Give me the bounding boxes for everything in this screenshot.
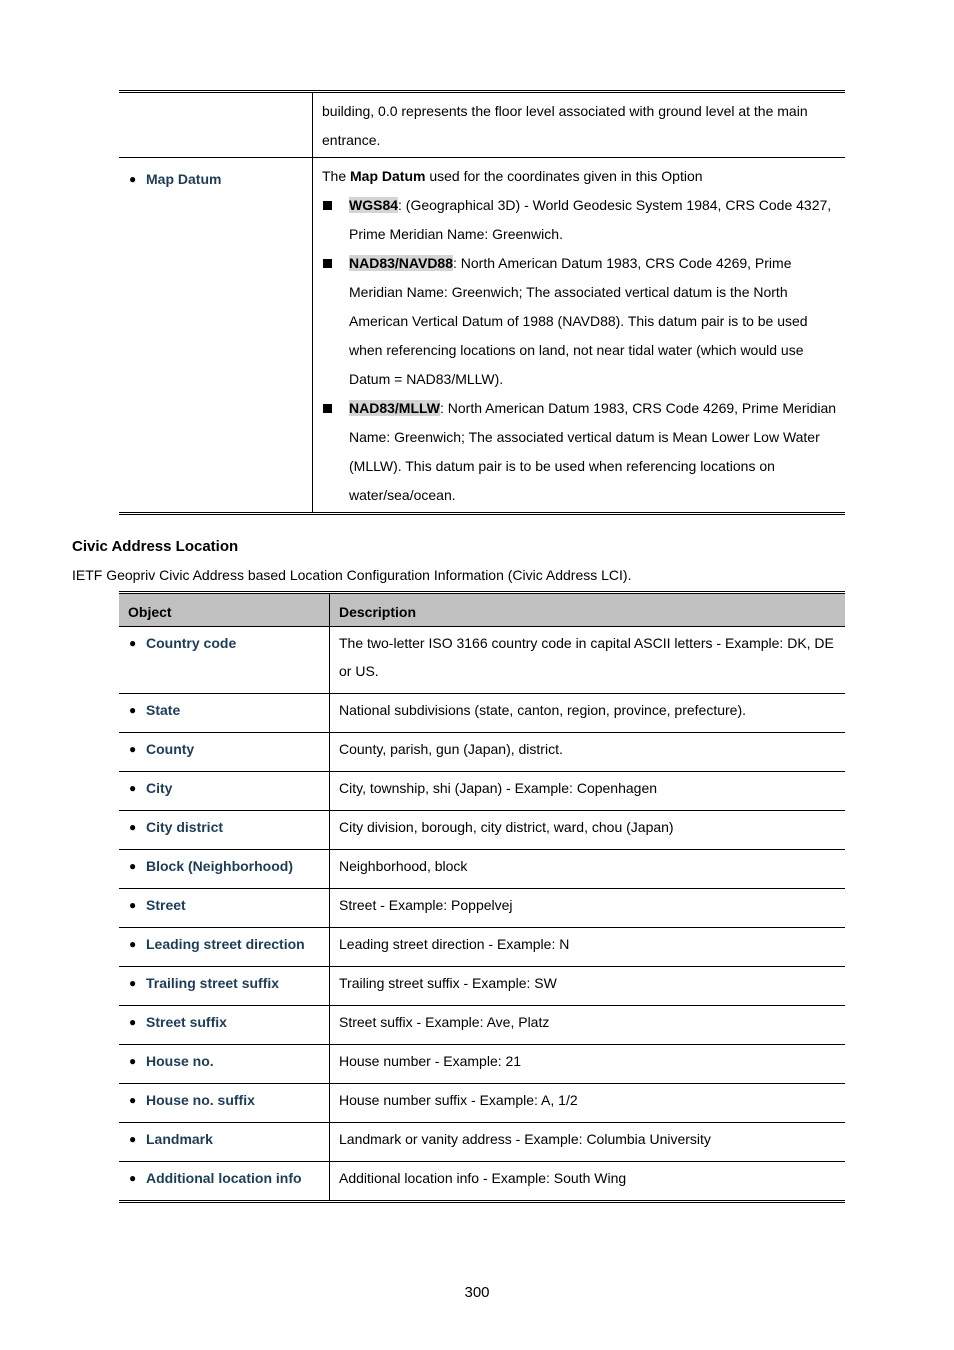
bullet-icon: ● xyxy=(129,1054,137,1068)
object-label: State xyxy=(146,702,181,718)
bullet-icon: ● xyxy=(129,1093,137,1107)
bullet-icon: ● xyxy=(129,1015,137,1029)
object-cell xyxy=(119,1084,330,1123)
description-cell: Landmark or vanity address - Example: Columbia University xyxy=(330,1123,846,1162)
object-cell xyxy=(119,1045,330,1084)
object-label: Additional location info xyxy=(146,1170,302,1186)
table-row xyxy=(119,1006,845,1045)
datum-term: WGS84 xyxy=(349,197,399,213)
bullet-icon: ● xyxy=(129,703,137,717)
object-label: Country code xyxy=(146,635,237,651)
object-label: County xyxy=(146,741,195,757)
square-bullet-icon xyxy=(323,404,332,413)
table-row xyxy=(119,811,845,850)
datum-text: : North American Datum 1983, CRS Code 4269, Prime Meridian Name: Greenwich; The associated vertical datum is the North American Vertical Datum of 1988 (NAVD88). This datum pair is to be used when referencing locations on land, not near tidal water (which would use Datum = NAD83/MLLW). xyxy=(349,255,808,387)
datum-option-nad83-mllw xyxy=(322,394,837,510)
object-label: City district xyxy=(146,819,224,835)
object-label: Leading street direction xyxy=(146,936,305,952)
table-row xyxy=(119,733,845,772)
description-cell: House number suffix - Example: A, 1/2 xyxy=(330,1084,846,1123)
datum-option-wgs84 xyxy=(322,191,837,249)
table-row xyxy=(119,967,845,1006)
object-cell xyxy=(119,811,330,850)
object-label: Block (Neighborhood) xyxy=(146,858,293,874)
table-row xyxy=(119,1123,845,1162)
header-object: Object xyxy=(119,593,330,627)
table-row xyxy=(119,1162,845,1202)
description-cell xyxy=(313,92,846,158)
description-line: entrance. xyxy=(322,132,381,148)
table-row xyxy=(119,694,845,733)
table-row xyxy=(119,889,845,928)
datum-text: : North American Datum 1983, CRS Code 4269, Prime Meridian Name: Greenwich; The associated vertical datum is Mean Lower Low Water (MLLW). This datum pair is to be used when referencing locations on water/sea/ocean. xyxy=(349,400,837,503)
object-label: Trailing street suffix xyxy=(146,975,280,991)
object-label: Street suffix xyxy=(146,1014,227,1030)
bullet-icon: ● xyxy=(129,937,137,951)
object-cell xyxy=(119,1123,330,1162)
bullet-icon: ● xyxy=(129,859,137,873)
bullet-icon: ● xyxy=(129,898,137,912)
object-cell xyxy=(119,850,330,889)
description-cell: Trailing street suffix - Example: SW xyxy=(330,967,846,1006)
section-title: Civic Address Location xyxy=(72,538,239,555)
bullet-icon: ● xyxy=(129,742,137,756)
table-row xyxy=(119,1045,845,1084)
description-cell: The two-letter ISO 3166 country code in capital ASCII letters - Example: DK, DE or US. xyxy=(330,627,846,694)
header-description: Description xyxy=(330,593,846,627)
map-datum-intro xyxy=(322,162,837,191)
description-cell: City, township, shi (Japan) - Example: Copenhagen xyxy=(330,772,846,811)
object-label: City xyxy=(146,780,173,796)
table-row xyxy=(119,850,845,889)
datum-term: NAD83/MLLW xyxy=(349,400,440,416)
bullet-icon: ● xyxy=(129,781,137,795)
description-cell xyxy=(313,158,846,514)
intro-bold: Map Datum xyxy=(350,168,426,184)
bullet-icon: ● xyxy=(129,1171,137,1185)
section-description: IETF Geopriv Civic Address based Location Configuration Information (Civic Address LCI). xyxy=(72,567,632,583)
object-cell xyxy=(119,928,330,967)
table-row xyxy=(119,928,845,967)
object-cell xyxy=(119,889,330,928)
description-cell: House number - Example: 21 xyxy=(330,1045,846,1084)
table-header-row xyxy=(119,593,845,627)
bullet-icon: ● xyxy=(129,172,137,186)
bullet-icon: ● xyxy=(129,976,137,990)
description-cell: Neighborhood, block xyxy=(330,850,846,889)
description-cell: County, parish, gun (Japan), district. xyxy=(330,733,846,772)
object-cell xyxy=(119,92,313,158)
description-cell: Street suffix - Example: Ave, Platz xyxy=(330,1006,846,1045)
table-row xyxy=(119,627,845,694)
object-cell xyxy=(119,627,330,694)
description-cell: City division, borough, city district, ward, chou (Japan) xyxy=(330,811,846,850)
square-bullet-icon xyxy=(323,259,332,268)
civic-address-table xyxy=(119,591,845,1203)
datum-term: NAD83/NAVD88 xyxy=(349,255,453,271)
object-cell xyxy=(119,1006,330,1045)
datum-option-nad83-navd88 xyxy=(322,249,837,394)
bullet-icon: ● xyxy=(129,1132,137,1146)
object-label: House no. xyxy=(146,1053,214,1069)
object-cell xyxy=(119,158,313,514)
description-cell: Leading street direction - Example: N xyxy=(330,928,846,967)
table-row xyxy=(119,92,845,158)
object-cell xyxy=(119,694,330,733)
object-label: Map Datum xyxy=(146,171,222,187)
table-row xyxy=(119,158,845,514)
description-cell: Additional location info - Example: South Wing xyxy=(339,1170,627,1186)
intro-suffix: used for the coordinates given in this Option xyxy=(425,168,703,184)
object-cell xyxy=(119,733,330,772)
datum-text: : (Geographical 3D) - World Geodesic System 1984, CRS Code 4327, Prime Meridian Name: Greenwich. xyxy=(349,197,832,242)
page-number: 300 xyxy=(464,1284,490,1301)
object-label: Street xyxy=(146,897,186,913)
bullet-icon: ● xyxy=(129,820,137,834)
table-row xyxy=(119,772,845,811)
object-cell xyxy=(119,772,330,811)
description-line: building, 0.0 represents the floor level associated with ground level at the main xyxy=(322,103,808,119)
map-datum-table xyxy=(119,90,845,515)
description-cell: Street - Example: Poppelvej xyxy=(330,889,846,928)
intro-prefix: The xyxy=(322,168,351,184)
square-bullet-icon xyxy=(323,201,332,210)
object-label: House no. suffix xyxy=(146,1092,255,1108)
bullet-icon: ● xyxy=(129,636,137,650)
table-row xyxy=(119,1084,845,1123)
object-cell xyxy=(119,967,330,1006)
description-cell: National subdivisions (state, canton, region, province, prefecture). xyxy=(330,694,846,733)
object-label: Landmark xyxy=(146,1131,213,1147)
object-cell xyxy=(119,1162,330,1202)
